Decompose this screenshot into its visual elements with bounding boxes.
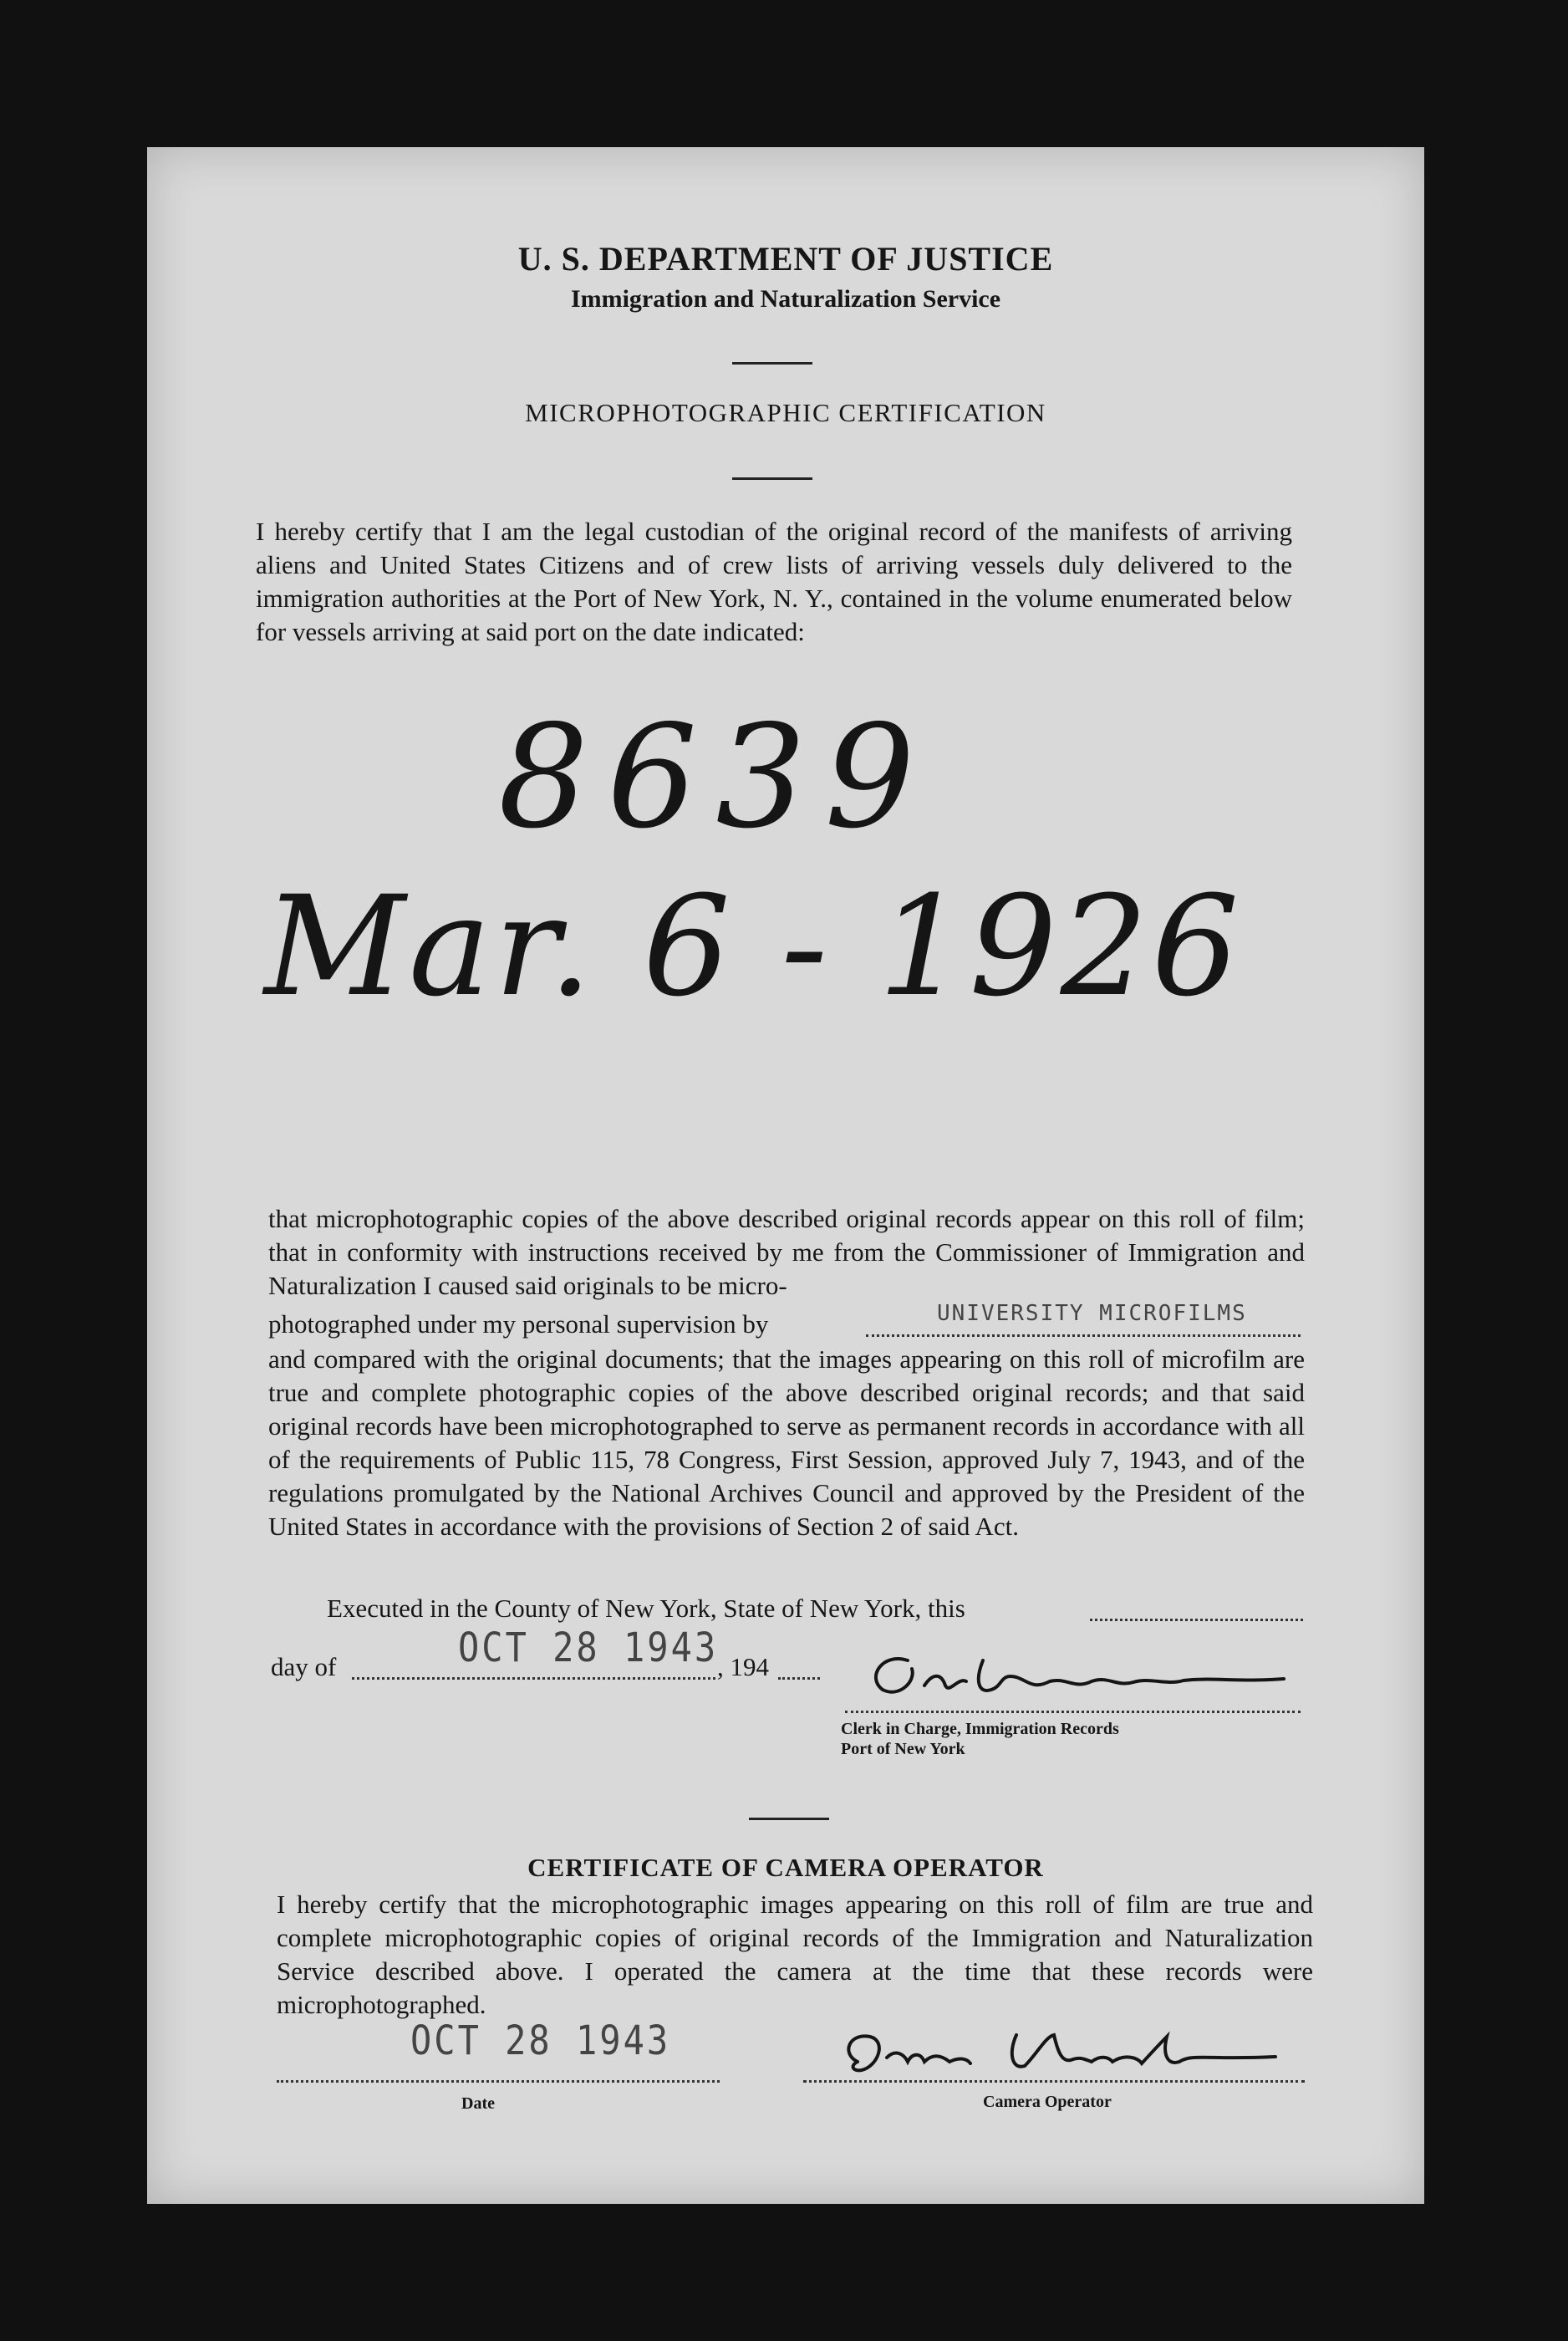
body-paragraph-part2: and compared with the original documents; that the images appearing on this roll of microfilm are true and complete photographic copies of the above described original records; and that said original records have been microphotographed to serve as permanent records in accordance with all of the requirements of Public 115, 78 Congress, First Session, approved July 7, 1943, and of the regulations promulgated by the National Archives Council and approved by the President of the United States in accordance with the provisions of Section 2 of said Act. [268,1344,1305,1541]
camera-certificate-title: CERTIFICATE OF CAMERA OPERATOR [527,1853,1044,1882]
handwritten-volume-number: 8639 [498,695,934,860]
day-of-label: day of [271,1652,337,1681]
divider [749,1818,829,1820]
clerk-signature [849,1644,1301,1711]
execution-line: Executed in the County of New York, State of New York, this [327,1594,965,1623]
supervisor-name: UNIVERSITY MICROFILMS [937,1301,1247,1326]
camera-operator-label: Camera Operator [983,2093,1112,2111]
certification-title: MICROPHOTOGRAPHIC CERTIFICATION [525,398,1046,427]
operator-signature-line [803,2080,1305,2083]
camera-operator-signature [807,2020,1309,2087]
handwritten-date: Mar. 6 - 1926 [264,866,1243,1027]
department-heading: U. S. DEPARTMENT OF JUSTICE [517,240,1054,278]
clerk-title [841,1719,1119,1759]
camera-paragraph: I hereby certify that the microphotographic images appearing on this roll of film are true and complete microphotographic copies of original records of the Immigration and Naturalization Service described above. I operated the camera at the time that these records were microphotographed. [277,1890,1313,2019]
dotted-line [1090,1619,1303,1621]
divider [732,477,812,480]
dotted-line [778,1677,820,1680]
clerk-title-line1: Clerk in Charge, Immigration Records [841,1720,1119,1738]
certificate-page [147,147,1424,2204]
date-line [277,2080,720,2083]
clerk-title-line2: Port of New York [841,1740,965,1758]
date-label: Date [461,2094,495,2113]
body-paragraph-part1: that microphotographic copies of the above described original records appear on this roll of film; that in conformity with instructions received by me from the Commissioner of Immigration and Naturalization I caused said originals to be micro- [268,1204,1305,1300]
intro-paragraph: I hereby certify that I am the legal custodian of the original record of the manifests of arriving aliens and United States Citizens and of crew lists of arriving vessels duly delivered to the immigration authorities at the Port of New York, N. Y., contained in the volume enumerated below for vessels arriving at said port on the date indicated: [256,517,1292,646]
camera-date-stamp: OCT 28 1943 [410,2017,671,2064]
dotted-line [352,1677,715,1680]
dotted-line [866,1334,1301,1337]
execution-date-stamp: OCT 28 1943 [458,1624,719,1671]
signature-line [845,1711,1301,1713]
year-prefix: , 194 [717,1652,769,1681]
service-heading: Immigration and Naturalization Service [570,285,1001,313]
divider [732,362,812,365]
supervision-prefix: photographed under my personal supervision by [268,1309,769,1339]
